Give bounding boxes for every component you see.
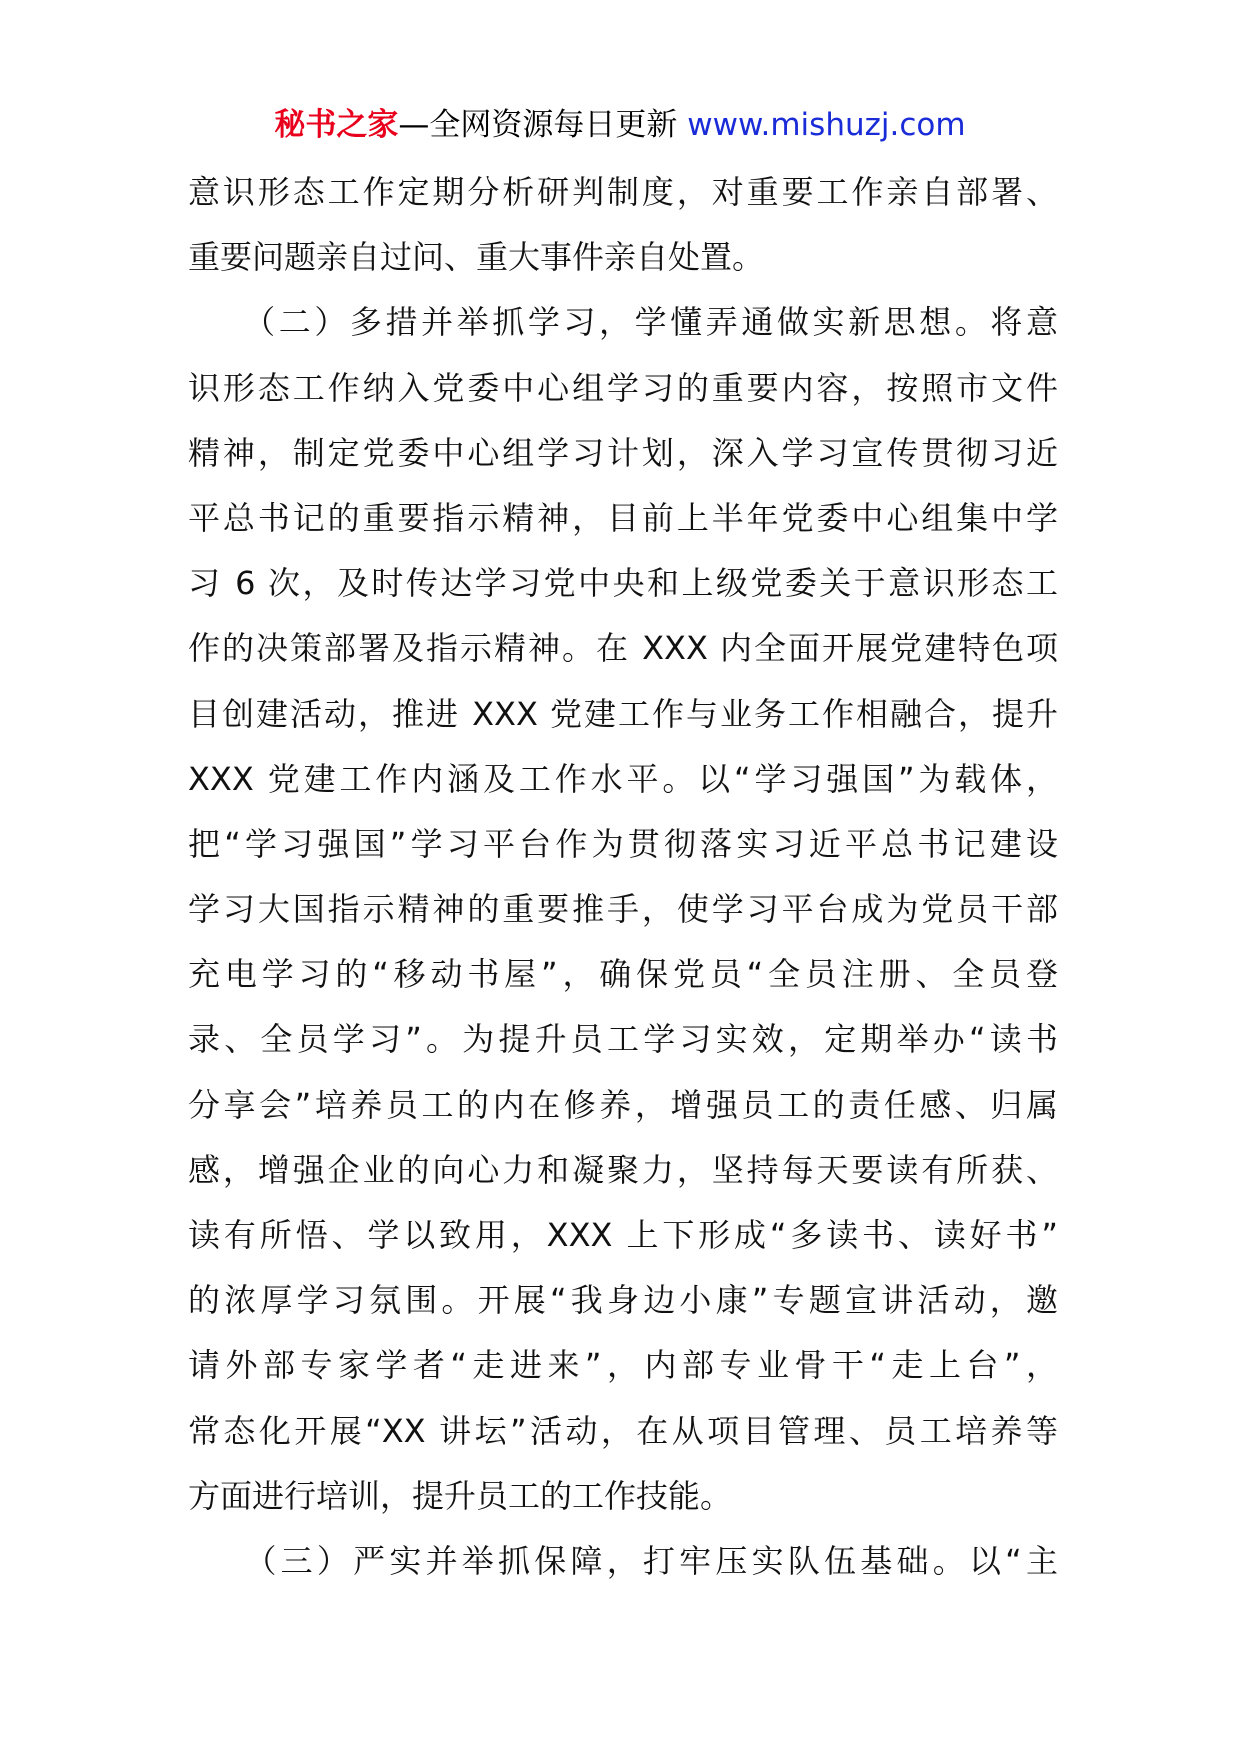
body-text-line: 把“学习强国”学习平台作为贯彻落实习近平总书记建设 (188, 824, 1058, 863)
body-text-line: 读有所悟、学以致用，XXX 上下形成“多读书、读好书” (188, 1216, 1058, 1254)
header-url-link[interactable]: www.mishuzj.com (687, 107, 966, 143)
body-text-line: 请外部专家学者“走进来”，内部专业骨干“走上台”， (188, 1346, 1058, 1385)
body-text-line: 平总书记的重要指示精神，目前上半年党委中心组集中学 (188, 498, 1058, 537)
body-text-line: （三）严实并举抓保障，打牢压实队伍基础。以“主 (188, 1541, 1058, 1580)
body-text-line: 方面进行培训，提升员工的工作技能。 (188, 1476, 733, 1515)
document-body (188, 160, 1058, 1594)
body-text-line: 习 6 次，及时传达学习党中央和上级党委关于意识形态工 (188, 564, 1058, 603)
body-text-line: 识形态工作纳入党委中心组学习的重要内容，按照市文件 (188, 368, 1058, 407)
body-text-line: 学习大国指示精神的重要推手，使学习平台成为党员干部 (188, 890, 1058, 929)
page-header (0, 98, 1240, 152)
brand-name: 秘书之家 (274, 107, 399, 143)
body-text-line: 精神，制定党委中心组学习计划，深入学习宣传贯彻习近 (188, 433, 1058, 472)
body-text-line: 重要问题亲自过问、重大事件亲自处置。 (188, 238, 765, 277)
body-text-line: 作的决策部署及指示精神。在 XXX 内全面开展党建特色项 (188, 629, 1058, 668)
body-text-line: 目创建活动，推进 XXX 党建工作与业务工作相融合，提升 (188, 694, 1058, 733)
body-text-line: 的浓厚学习氛围。开展“我身边小康”专题宣讲活动，邀 (188, 1281, 1058, 1320)
body-text-line: 分享会”培养员工的内在修养，增强员工的责任感、归属 (188, 1085, 1058, 1124)
body-text-line: 常态化开展“XX 讲坛”活动，在从项目管理、员工培养等 (188, 1411, 1058, 1450)
body-text-line: 录、全员学习”。为提升员工学习实效，定期举办“读书 (188, 1020, 1058, 1059)
body-text-line: 意识形态工作定期分析研判制度，对重要工作亲自部署、 (188, 173, 1058, 211)
body-text-line: XXX 党建工作内涵及工作水平。以“学习强国”为载体， (188, 759, 1058, 798)
header-tagline: —全网资源每日更新 (398, 107, 688, 143)
body-text-line: （二）多措并举抓学习，学懂弄通做实新思想。将意 (188, 303, 1058, 342)
body-text-line: 充电学习的“移动书屋”，确保党员“全员注册、全员登 (188, 955, 1058, 994)
body-text-line: 感，增强企业的向心力和凝聚力，坚持每天要读有所获、 (188, 1150, 1058, 1189)
